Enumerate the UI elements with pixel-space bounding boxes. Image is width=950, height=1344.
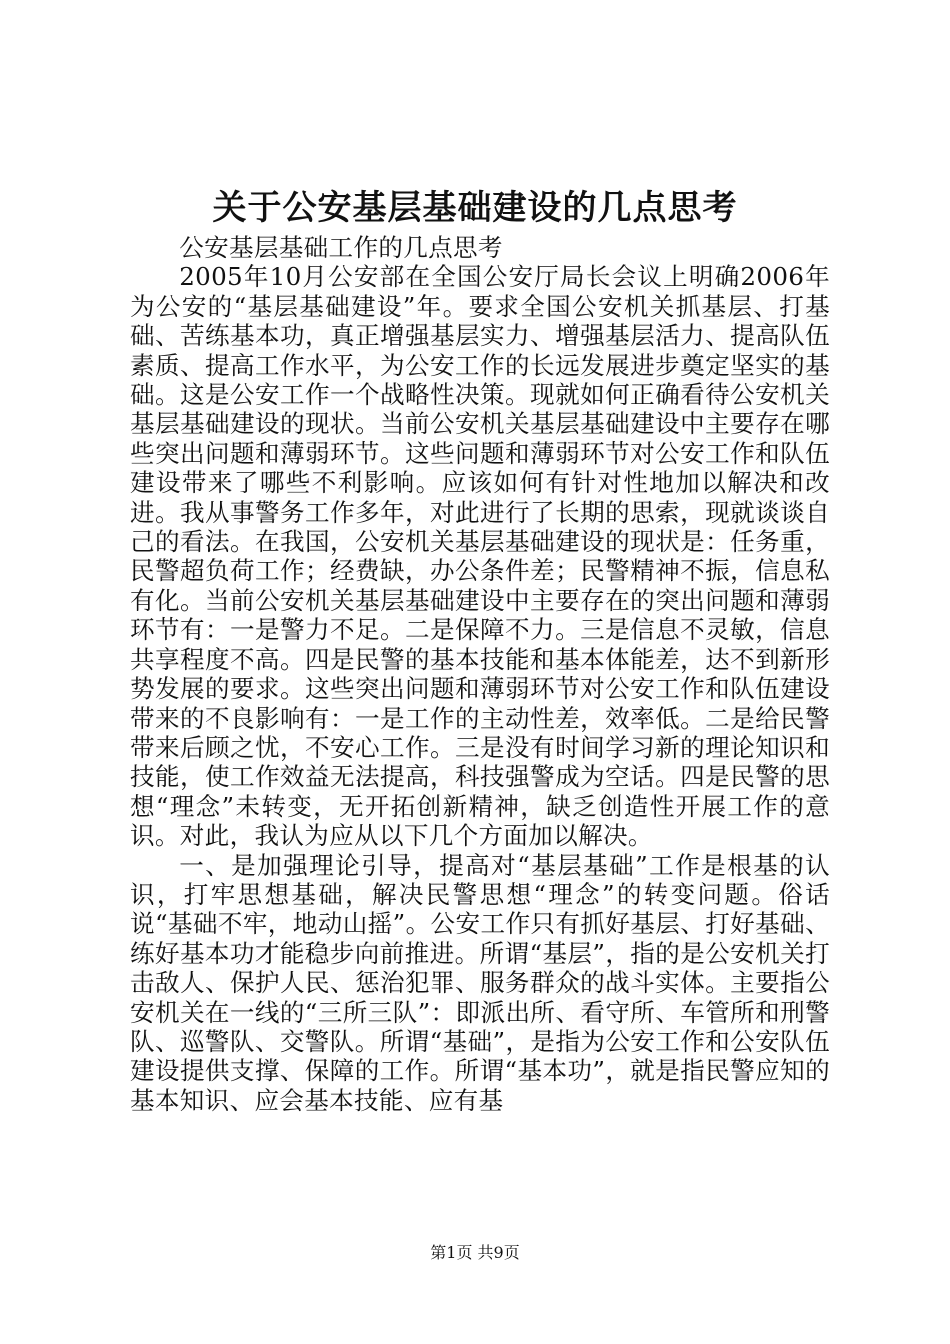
- body-paragraph: 2005年10月公安部在全国公安厅局长会议上明确2006年为公安的“基层基础建设”年。要求全国公安机关抓基层、打基础、苦练基本功，真正增强基层实力、增强基层活力、提高队伍素质、提高工作水平，为公安工作的长远发展进步奠定坚实的基础。这是公安工作一个战略性决策。现就如何正确看待公安机关基层基础建设的现状。当前公安机关基层基础建设中主要存在哪些突出问题和薄弱环节。这些问题和薄弱环节对公安工作和队伍建设带来了哪些不利影响。应该如何有针对性地加以解决和改进。我从事警务工作多年，对此进行了长期的思索，现就谈谈自己的看法。在我国，公安机关基层基础建设的现状是：任务重，民警超负荷工作；经费缺，办公条件差；民警精神不振，信息私有化。当前公安机关基层基础建设中主要存在的突出问题和薄弱环节有：一是警力不足。二是保障不力。三是信息不灵敏，信息共享程度不高。四是民警的基本技能和基本体能差，达不到新形势发展的要求。这些突出问题和薄弱环节对公安工作和队伍建设带来的不良影响有：一是工作的主动性差，效率低。二是给民警带来后顾之忧，不安心工作。三是没有时间学习新的理论知识和技能，使工作效益无法提高，科技强警成为空话。四是民警的思想“理念”未转变，无开拓创新精神，缺乏创造性开展工作的意识。对此，我认为应从以下几个方面加以解决。: [130, 262, 830, 851]
- document-body: [130, 233, 830, 1115]
- document-title: 关于公安基层基础建设的几点思考: [212, 188, 738, 228]
- page-number: 第1页 共9页: [430, 1243, 520, 1262]
- body-paragraph: 一、是加强理论引导，提高对“基层基础”工作是根基的认识，打牢思想基础，解决民警思想“理念”的转变问题。俗话说“基础不牢，地动山摇”。公安工作只有抓好基层、打好基础、练好基本功才能稳步向前推进。所谓“基层”，指的是公安机关打击敌人、保护人民、惩治犯罪、服务群众的战斗实体。主要指公安机关在一线的“三所三队”：即派出所、看守所、车管所和刑警队、巡警队、交警队。所谓“基础”，是指为公安工作和公安队伍建设提供支撑、保障的工作。所谓“基本功”，就是指民警应知的基本知识、应会基本技能、应有基: [130, 850, 830, 1115]
- subtitle-paragraph: 公安基层基础工作的几点思考: [179, 233, 503, 262]
